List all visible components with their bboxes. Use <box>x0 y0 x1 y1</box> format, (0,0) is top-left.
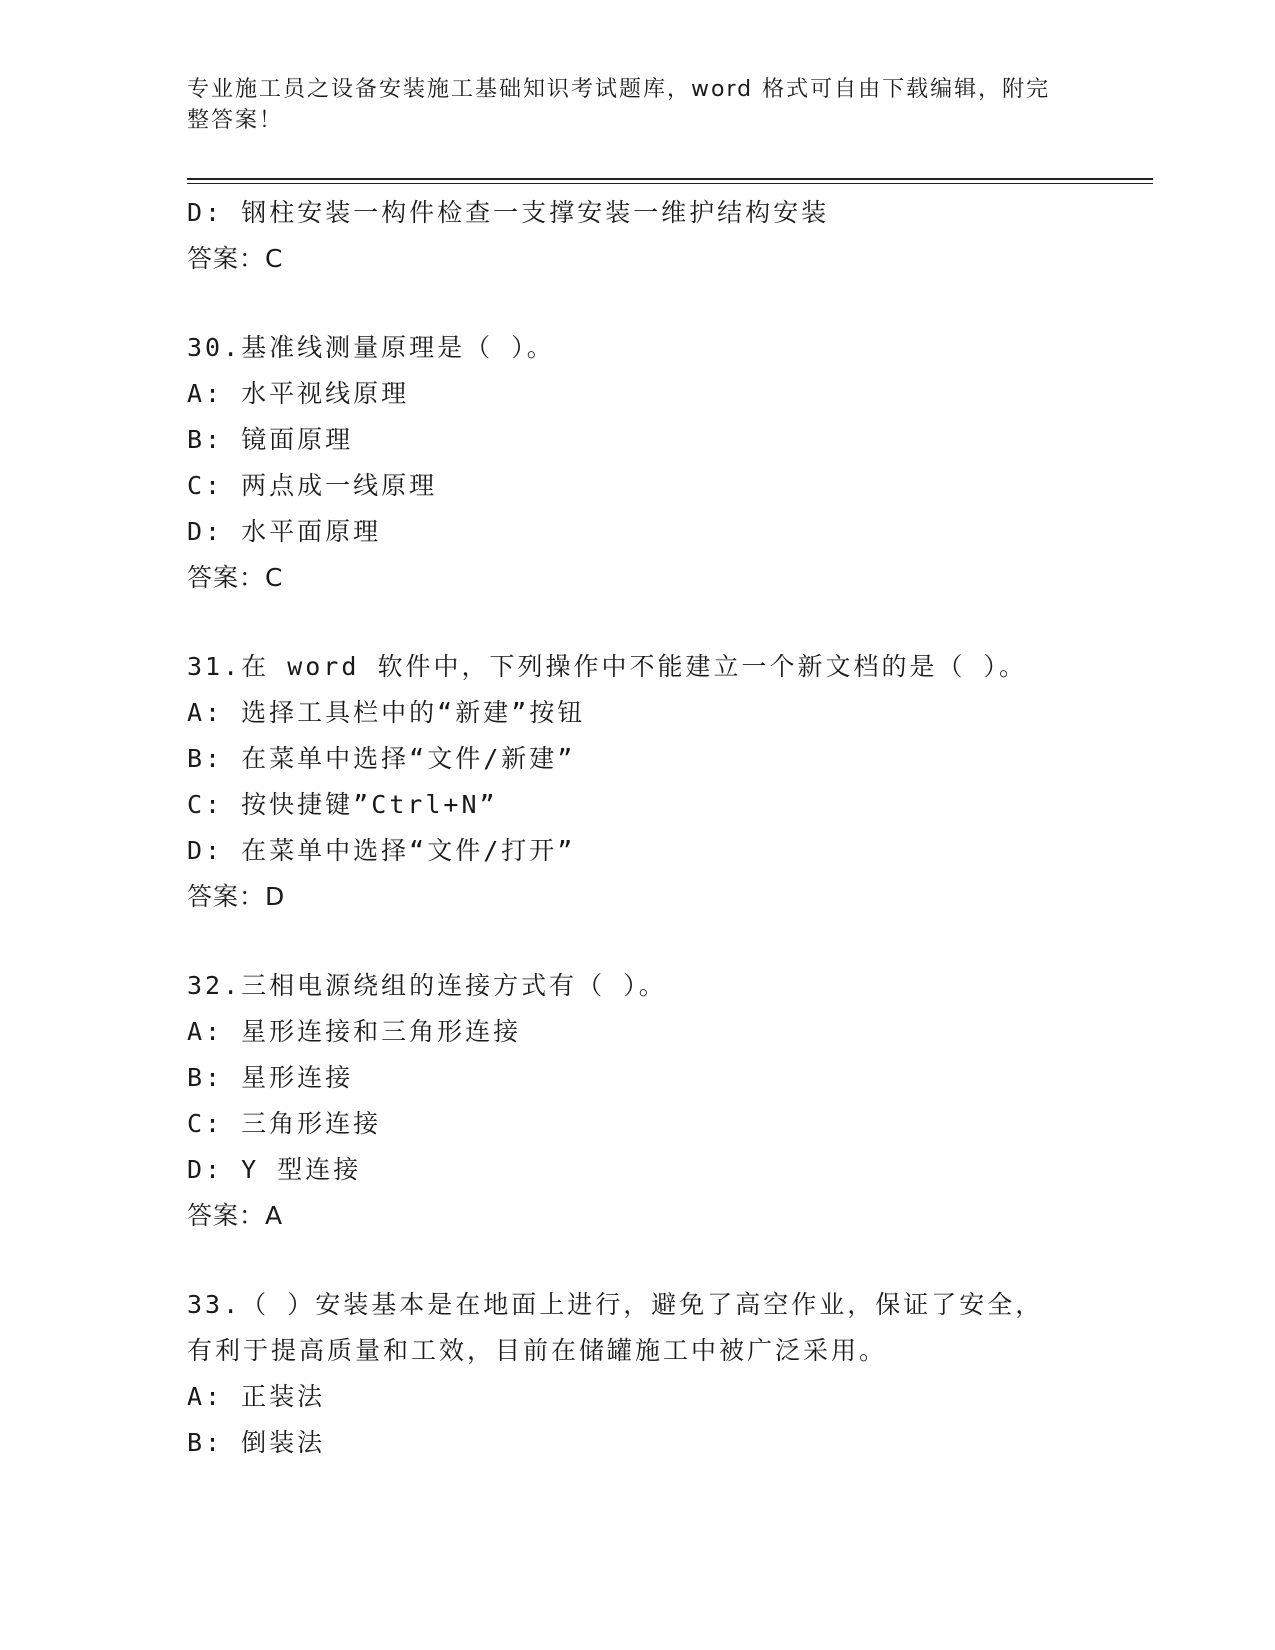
header-rule-thick <box>187 178 1153 180</box>
option-d: D: 钢柱安装一构件检查一支撑安装一维护结构安装 <box>187 198 830 227</box>
question-30 <box>187 325 1087 601</box>
question-stem: 31.在 word 软件中，下列操作中不能建立一个新文档的是（ ）。 <box>187 652 1028 681</box>
option-c: C: 三角形连接 <box>187 1109 382 1138</box>
option-b: B: 在菜单中选择“文件/新建” <box>187 744 576 773</box>
question-stem: 30.基准线测量原理是（ ）。 <box>187 333 555 362</box>
option-b: B: 镜面原理 <box>187 425 354 454</box>
option-c: C: 按快捷键”Ctrl+N” <box>187 790 498 819</box>
question-stem-line-1: 33.（ ）安装基本是在地面上进行，避免了高空作业，保证了安全， <box>187 1290 1044 1319</box>
option-d: D: 水平面原理 <box>187 517 382 546</box>
question-stem: 32.三相电源绕组的连接方式有（ ）。 <box>187 971 667 1000</box>
question-fragment <box>187 190 1087 282</box>
option-b: B: 倒装法 <box>187 1428 326 1457</box>
option-a: A: 星形连接和三角形连接 <box>187 1017 522 1046</box>
header-rule-thin <box>187 183 1153 184</box>
question-31 <box>187 644 1087 920</box>
answer: 答案：C <box>187 563 284 592</box>
option-a: A: 水平视线原理 <box>187 379 410 408</box>
option-d: D: 在菜单中选择“文件/打开” <box>187 836 576 865</box>
question-33 <box>187 1282 1087 1466</box>
header-line-2: 整答案！ <box>187 108 284 133</box>
document-header <box>187 74 1067 136</box>
question-stem-line-2: 有利于提高质量和工效，目前在储罐施工中被广泛采用。 <box>187 1336 888 1365</box>
answer: 答案：C <box>187 244 284 273</box>
question-32 <box>187 963 1087 1239</box>
option-c: C: 两点成一线原理 <box>187 471 438 500</box>
option-a: A: 选择工具栏中的“新建”按钮 <box>187 698 586 727</box>
question-list <box>187 190 1087 1466</box>
header-line-1: 专业施工员之设备安装施工基础知识考试题库，word 格式可自由下载编辑，附完 <box>187 77 1051 102</box>
answer: 答案：A <box>187 1201 284 1230</box>
option-d: D: Y 型连接 <box>187 1155 362 1184</box>
option-b: B: 星形连接 <box>187 1063 354 1092</box>
answer: 答案：D <box>187 882 286 911</box>
option-a: A: 正装法 <box>187 1382 326 1411</box>
